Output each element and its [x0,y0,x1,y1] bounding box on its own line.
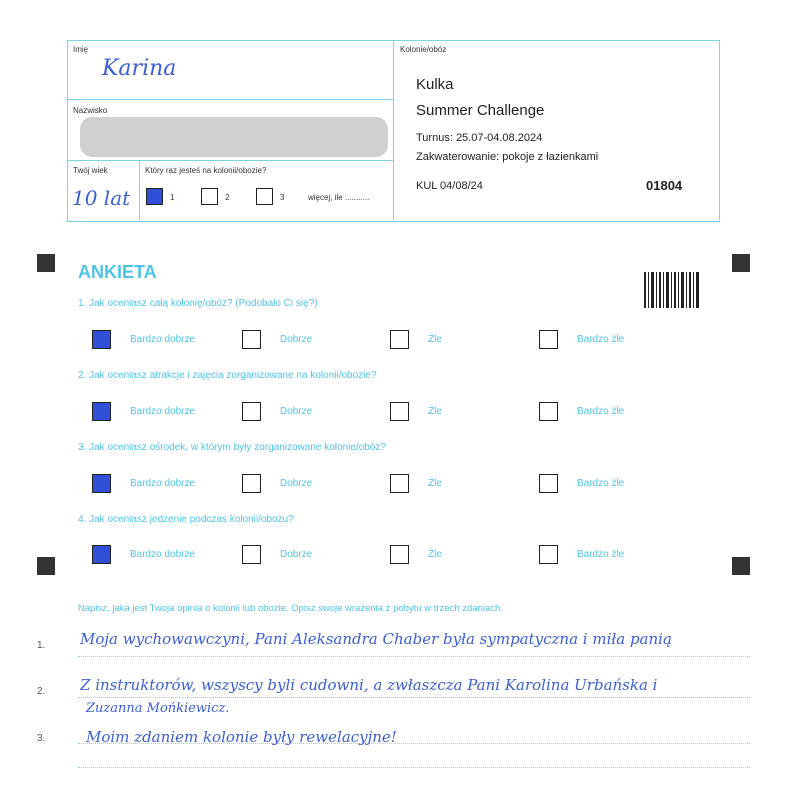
q3-bardzo-dobrze-checkbox[interactable] [92,474,111,493]
q1-option-label: Bardzo dobrze [130,334,196,345]
form-number: 01804 [646,178,683,193]
q3-option-label: Źle [428,478,442,489]
q2-dobrze-checkbox[interactable] [242,402,261,421]
writing-line [78,656,750,657]
opinion-line-2-continued[interactable]: Zuzanna Mońkiewicz. [86,701,230,716]
q1-option-label: Dobrze [280,334,313,345]
camp-code: KUL 04/08/24 [416,180,483,192]
surname-redacted [80,117,388,157]
q4-bardzo-dobrze-checkbox[interactable] [92,545,111,564]
opinion-line-1[interactable]: Moja wychowawczyni, Pani Aleksandra Chaber była sympatyczna i miła panią [80,630,672,648]
age-label: Twój wiek [73,166,108,175]
times-label: Który raz jesteś na kolonii/obozie? [145,166,267,175]
q4-zle-checkbox[interactable] [390,545,409,564]
times-option-3-label: 3 [280,193,285,202]
barcode [644,272,700,308]
q3-bardzo-zle-checkbox[interactable] [539,474,558,493]
times-option-3-checkbox[interactable] [256,188,273,205]
q2-option-label: Bardzo źle [577,406,625,417]
times-option-1-label: 1 [170,193,175,202]
q2-bardzo-zle-checkbox[interactable] [539,402,558,421]
camp-name: Kulka [416,76,454,93]
line-number: 1. [37,640,46,651]
q2-bardzo-dobrze-checkbox[interactable] [92,402,111,421]
opinion-prompt: Napisz, jaka jest Twoja opinia o kolonii lub obozie. Opisz swoje wrażenia z pobytu w trzech zdaniach. [78,603,503,614]
header-divider [67,99,393,100]
q1-bardzo-zle-checkbox[interactable] [539,330,558,349]
question-3: 3. Jak oceniasz ośrodek, w którym były zorganizowane kolonie/obóz? [78,442,386,453]
writing-line [78,697,750,698]
times-option-more-label: więcej, ile ........... [308,193,370,202]
q2-option-label: Źle [428,406,442,417]
q1-option-label: Bardzo źle [577,334,625,345]
registration-marker [732,254,750,272]
header-divider [67,160,393,161]
q2-option-label: Bardzo dobrze [130,406,196,417]
name-label: Imię [73,45,89,54]
q1-bardzo-dobrze-checkbox[interactable] [92,330,111,349]
camp-title: Summer Challenge [416,102,545,119]
times-option-1-checkbox[interactable] [146,188,163,205]
q1-zle-checkbox[interactable] [390,330,409,349]
header-divider [393,40,394,220]
q2-zle-checkbox[interactable] [390,402,409,421]
times-option-2-label: 2 [225,193,230,202]
opinion-line-2[interactable]: Z instruktorów, wszyscy byli cudowni, a zwłaszcza Pani Karolina Urbańska i [80,676,658,694]
q3-option-label: Bardzo źle [577,478,625,489]
line-number: 2. [37,686,46,697]
accommodation: Zakwaterowanie: pokoje z łazienkami [416,151,599,163]
opinion-line-3[interactable]: Moim zdaniem kolonie były rewelacyjne! [86,728,397,746]
writing-line [78,767,750,768]
q1-option-label: Źle [428,334,442,345]
q3-dobrze-checkbox[interactable] [242,474,261,493]
line-number: 3. [37,733,46,744]
survey-title: ANKIETA [78,262,157,282]
question-4: 4. Jak oceniasz jedzenie podczas kolonii/obozu? [78,514,294,525]
q4-option-label: Bardzo dobrze [130,549,196,560]
registration-marker [732,557,750,575]
q3-option-label: Dobrze [280,478,313,489]
name-value: Karina [102,56,177,81]
question-2: 2. Jak oceniasz atrakcje i zajęcia zorganizowane na kolonii/obozie? [78,370,377,381]
q4-dobrze-checkbox[interactable] [242,545,261,564]
q4-option-label: Źle [428,549,442,560]
q3-zle-checkbox[interactable] [390,474,409,493]
q3-option-label: Bardzo dobrze [130,478,196,489]
surname-label: Nazwisko [73,106,108,115]
q1-dobrze-checkbox[interactable] [242,330,261,349]
turnus: Turnus: 25.07-04.08.2024 [416,132,543,144]
camp-label: Kolonie/obóz [400,45,447,54]
header-divider [139,160,140,220]
question-1: 1. Jak oceniasz całą kolonię/obóz? (Podobało Ci się?) [78,298,318,309]
q4-option-label: Dobrze [280,549,313,560]
times-option-2-checkbox[interactable] [201,188,218,205]
age-value: 10 lat [72,186,131,210]
registration-marker [37,254,55,272]
q4-bardzo-zle-checkbox[interactable] [539,545,558,564]
q4-option-label: Bardzo źle [577,549,625,560]
q2-option-label: Dobrze [280,406,313,417]
registration-marker [37,557,55,575]
